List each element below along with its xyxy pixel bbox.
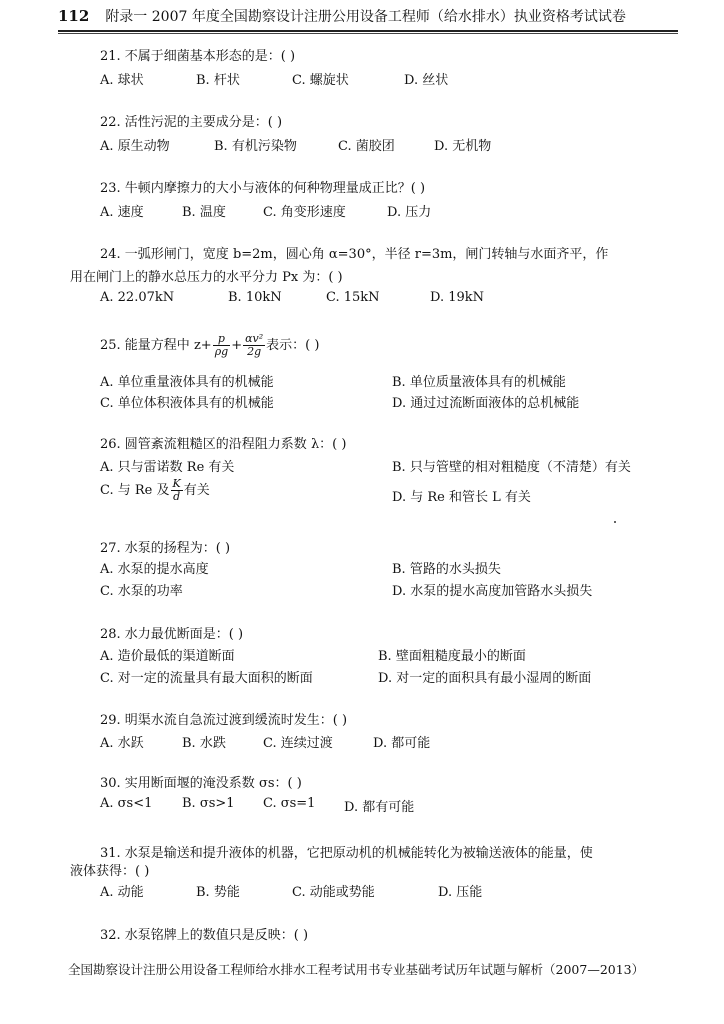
- question-stem-cont: 液体获得：( ): [70, 864, 150, 879]
- fraction-numerator: p: [213, 333, 231, 346]
- stem-text: 25. 能量方程中 z+: [100, 338, 212, 353]
- option-b: B. σs>1: [182, 796, 235, 811]
- option-a: A. 22.07kN: [100, 290, 175, 305]
- option-d: D. 水泵的提水高度加管路水头损失: [392, 584, 593, 599]
- option-c: C. 对一定的流量具有最大面积的断面: [100, 671, 313, 686]
- question-stem: 24. 一弧形闸门，宽度 b=2m，圆心角 α=30°，半径 r=3m，闸门转轴与水面齐平，作: [100, 247, 609, 262]
- option-a: A. 球状: [100, 73, 144, 88]
- page-number: 112: [58, 7, 90, 25]
- fraction-denominator: d: [173, 490, 181, 503]
- option-b: B. 管路的水头损失: [392, 562, 501, 577]
- pressure-head-fraction: [213, 333, 231, 358]
- question-stem: 31. 水泵是输送和提升液体的机器，它把原动机的机械能转化为被输送液体的能量，使: [100, 846, 593, 861]
- option-c: C. 15kN: [326, 290, 380, 305]
- relative-roughness-fraction: [171, 478, 183, 503]
- header-title: 附录一 2007 年度全国勘察设计注册公用设备工程师（给水排水）执业资格考试试卷: [105, 9, 626, 25]
- fraction-numerator: αv²: [245, 332, 264, 345]
- question-stem: 21. 不属于细菌基本形态的是：( ): [100, 49, 296, 64]
- question-stem: 23. 牛顿内摩擦力的大小与液体的何种物理量成正比？( ): [100, 181, 426, 196]
- question-stem: 30. 实用断面堰的淹没系数 σs：( ): [100, 776, 302, 791]
- velocity-head-fraction: [243, 333, 265, 358]
- question-stem: 27. 水泵的扬程为：( ): [100, 541, 231, 556]
- page-header: [58, 4, 678, 28]
- option-b: B. 10kN: [228, 290, 282, 305]
- option-c-text: C. 与 Re 及: [100, 483, 170, 498]
- option-b: B. 势能: [196, 885, 240, 900]
- option-d: D. 压力: [387, 205, 432, 220]
- option-a: A. 速度: [100, 205, 144, 220]
- option-b: B. 壁面粗糙度最小的断面: [378, 649, 526, 664]
- option-d: D. 都可能: [373, 736, 431, 751]
- fraction-denominator: ρg: [214, 345, 229, 358]
- option-c: C. 连续过渡: [263, 736, 333, 751]
- option-b: B. 只与管壁的相对粗糙度（不清楚）有关: [392, 460, 631, 475]
- option-b: B. 水跌: [182, 736, 226, 751]
- option-d: D. 都有可能: [344, 800, 415, 815]
- option-a: A. 单位重量液体具有的机械能: [100, 375, 274, 390]
- option-a: A. 造价最低的渠道断面: [100, 649, 235, 664]
- header-rule: [58, 30, 678, 32]
- option-b: B. 有机污染物: [214, 139, 297, 154]
- question-stem: 26. 圆管紊流粗糙区的沿程阻力系数 λ：( ): [100, 437, 347, 452]
- option-d: D. 通过过流断面液体的总机械能: [392, 396, 580, 411]
- option-c: C. 水泵的功率: [100, 584, 183, 599]
- question-stem: 32. 水泵铭牌上的数值只是反映：( ): [100, 928, 309, 943]
- option-c: C. 菌胶团: [338, 139, 395, 154]
- option-c: C. 动能或势能: [292, 885, 375, 900]
- question-stem: [100, 333, 319, 358]
- option-d: D. 与 Re 和管长 L 有关: [392, 490, 531, 505]
- option-a: A. 动能: [100, 885, 144, 900]
- option-c: C. σs=1: [263, 796, 316, 811]
- question-stem-cont: 用在闸门上的静水总压力的水平分力 Px 为：( ): [70, 270, 343, 285]
- option-c: C. 单位体积液体具有的机械能: [100, 396, 274, 411]
- header-rule-thin: [58, 33, 678, 34]
- option-c: C. 螺旋状: [292, 73, 349, 88]
- fraction-denominator: 2g: [247, 345, 262, 358]
- option-b: B. 杆状: [196, 73, 240, 88]
- option-a: A. 原生动物: [100, 139, 170, 154]
- option-c: [100, 478, 210, 503]
- option-b: B. 温度: [182, 205, 226, 220]
- question-stem: 28. 水力最优断面是：( ): [100, 627, 244, 642]
- question-stem: 29. 明渠水流自急流过渡到缓流时发生：( ): [100, 713, 348, 728]
- option-c: C. 角变形速度: [263, 205, 346, 220]
- option-c-text-end: 有关: [183, 483, 210, 498]
- option-a: A. σs<1: [100, 796, 153, 811]
- option-a: A. 水跃: [100, 736, 144, 751]
- stem-text-end: 表示：( ): [266, 338, 320, 353]
- question-stem: 22. 活性污泥的主要成分是：( ): [100, 115, 283, 130]
- page-footer: 全国勘察设计注册公用设备工程师给水排水工程考试用书专业基础考试历年试题与解析（2007—2013）: [68, 962, 645, 977]
- option-d: D. 压能: [438, 885, 483, 900]
- option-d: D. 无机物: [434, 139, 492, 154]
- option-b: B. 单位质量液体具有的机械能: [392, 375, 566, 390]
- option-a: A. 水泵的提水高度: [100, 562, 209, 577]
- scan-speck: [614, 521, 616, 523]
- option-a: A. 只与雷诺数 Re 有关: [100, 460, 235, 475]
- option-d: D. 对一定的面积具有最小湿周的断面: [378, 671, 592, 686]
- plus-sign: +: [231, 338, 243, 353]
- option-d: D. 19kN: [430, 290, 485, 305]
- fraction-numerator: K: [172, 477, 181, 490]
- option-d: D. 丝状: [404, 73, 449, 88]
